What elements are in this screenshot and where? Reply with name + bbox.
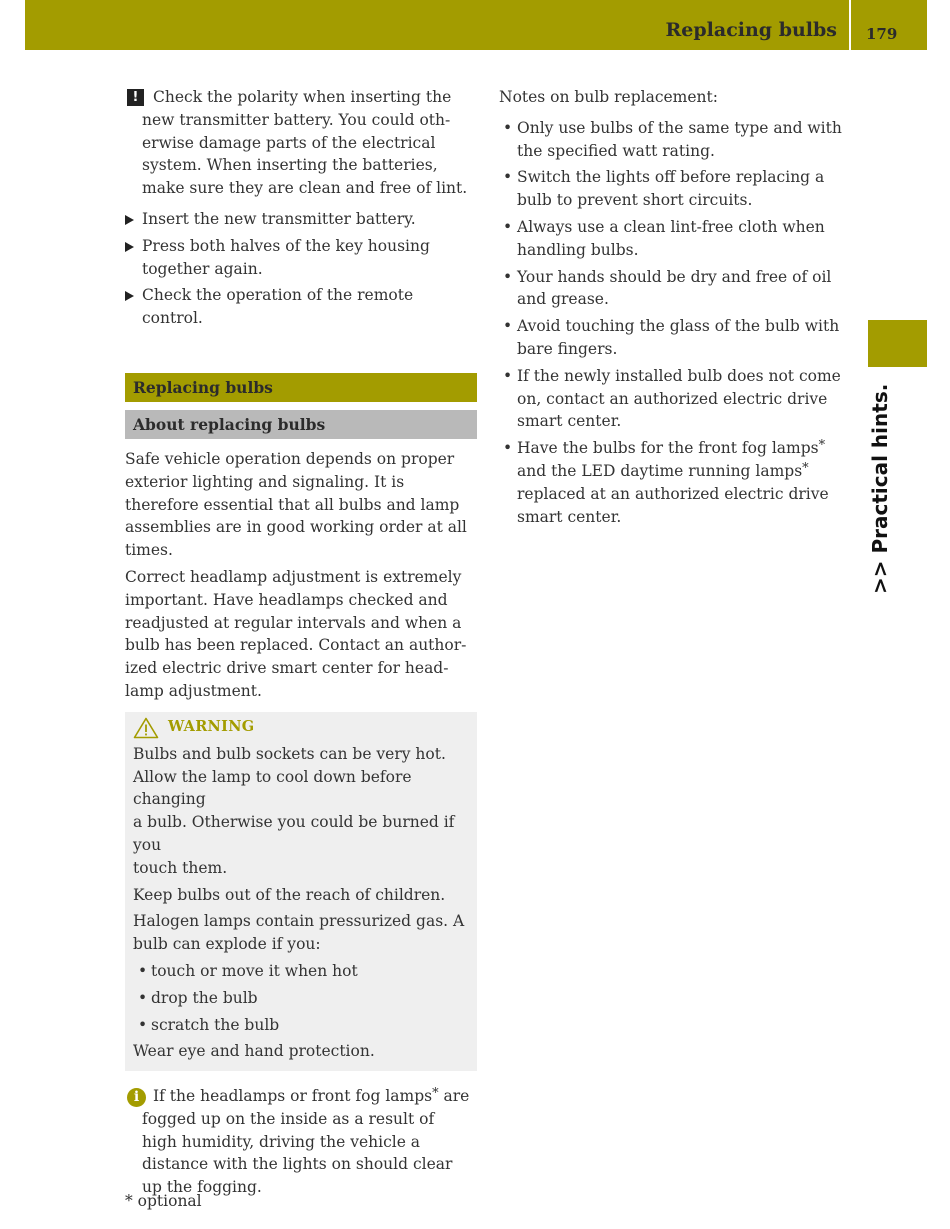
paragraph-line: exterior lighting and signaling. It is	[125, 472, 405, 491]
caution-line: system. When inserting the batteries,	[142, 156, 438, 175]
info-line-text: are	[438, 1087, 470, 1106]
warning-bullet: • drop the bulb	[133, 987, 469, 1010]
section-heading: Replacing bulbs	[125, 373, 477, 402]
step-list	[125, 208, 477, 330]
body-paragraph	[125, 448, 477, 562]
warning-title: WARNING	[168, 718, 255, 736]
note-item	[499, 365, 854, 433]
optional-asterisk: *	[818, 438, 826, 454]
note-line: • Always use a clean lint-free cloth when	[517, 217, 825, 236]
note-line: • If the newly installed bulb does not come	[517, 366, 841, 385]
note-line: smart center.	[517, 412, 622, 431]
note-line: replaced at an authorized electric drive	[517, 484, 829, 503]
warning-paragraph	[133, 910, 469, 956]
note-line	[517, 460, 854, 483]
step-item	[125, 235, 477, 281]
paragraph-line: times.	[125, 541, 173, 560]
subsection-heading: About replacing bulbs	[125, 410, 477, 439]
paragraph-line: assemblies are in good working order at all	[125, 518, 467, 537]
note-line: • Your hands should be dry and free of oil	[517, 267, 832, 286]
note-item	[499, 437, 854, 528]
warning-line: Halogen lamps contain pressurized gas. A	[133, 912, 465, 931]
info-line: distance with the lights on should clear	[142, 1155, 453, 1174]
warning-bullet: • scratch the bulb	[133, 1014, 469, 1037]
warning-line: Keep bulbs out of the reach of children.	[133, 885, 446, 904]
note-line: bare fingers.	[517, 339, 618, 358]
left-column	[125, 86, 477, 1199]
step-item	[125, 284, 477, 330]
footnote: * optional	[125, 1192, 202, 1210]
warning-closing: Wear eye and hand protection.	[133, 1042, 375, 1061]
warning-line: Bulbs and bulb sockets can be very hot.	[133, 744, 446, 763]
warning-box	[125, 712, 477, 1071]
info-line	[142, 1085, 477, 1108]
warning-triangle-icon	[133, 717, 159, 739]
note-line	[517, 437, 854, 460]
note-line: smart center.	[517, 507, 622, 526]
note-line: and grease.	[517, 290, 609, 309]
note-line: on, contact an authorized electric drive	[517, 389, 828, 408]
body-paragraph	[125, 566, 477, 703]
page-number: 179	[866, 25, 898, 43]
note-line-text: and the LED daytime running lamps	[517, 461, 803, 480]
warning-line: bulb can explode if you:	[133, 935, 321, 954]
chapter-tab-label: >> Practical hints.	[868, 383, 892, 594]
info-line: up the fogging.	[142, 1178, 262, 1197]
warning-line: Allow the lamp to cool down before changing	[133, 767, 412, 809]
step-line: Insert the new transmitter battery.	[142, 209, 416, 228]
note-item	[499, 216, 854, 262]
chapter-tab-marker	[868, 320, 927, 367]
step-item	[125, 208, 477, 231]
header-title: Replacing bulbs	[665, 19, 837, 41]
note-item	[499, 266, 854, 312]
note-line: • Switch the lights off before replacing a	[517, 168, 825, 187]
caution-line: erwise damage parts of the electrical	[142, 133, 436, 152]
step-line: control.	[142, 309, 203, 328]
warning-line: touch them.	[133, 858, 228, 877]
step-arrow-icon	[125, 242, 134, 252]
notes-intro: Notes on bulb replacement:	[499, 88, 718, 106]
note-line: • Avoid touching the glass of the bulb with	[517, 317, 840, 336]
note-line: bulb to prevent short circuits.	[517, 191, 753, 210]
header-divider	[849, 0, 851, 50]
caution-line: make sure they are clean and free of lint.	[142, 179, 468, 198]
step-line: Press both halves of the key housing	[142, 236, 430, 255]
note-line: handling bulbs.	[517, 240, 639, 259]
warning-header	[133, 717, 469, 739]
notes-list	[499, 117, 854, 529]
paragraph-line: Safe vehicle operation depends on proper	[125, 449, 455, 468]
note-line: the specified watt rating.	[517, 141, 715, 160]
info-line: fogged up on the inside as a result of	[142, 1109, 435, 1128]
optional-asterisk: *	[802, 460, 809, 476]
paragraph-line: important. Have headlamps checked and	[125, 590, 448, 609]
warning-bullet-list	[133, 960, 469, 1036]
paragraph-line: readjusted at regular intervals and when a	[125, 613, 462, 632]
warning-paragraph	[133, 743, 469, 880]
info-line: high humidity, driving the vehicle a	[142, 1132, 421, 1151]
paragraph-line: Correct headlamp adjustment is extremely	[125, 567, 462, 586]
caution-line: Check the polarity when inserting the	[153, 88, 452, 106]
warning-line: a bulb. Otherwise you could be burned if you	[133, 813, 455, 854]
paragraph-line: lamp adjustment.	[125, 681, 262, 700]
warning-bullet: • touch or move it when hot	[133, 960, 469, 983]
warning-paragraph	[133, 884, 469, 907]
paragraph-line: bulb has been replaced. Contact an author-	[125, 636, 467, 655]
step-line: Check the operation of the remote	[142, 286, 414, 305]
note-item	[499, 166, 854, 212]
paragraph-line: therefore essential that all bulbs and lamp	[125, 495, 460, 514]
note-line-text: Have the bulbs for the front fog lamps	[517, 439, 819, 458]
note-line: • Only use bulbs of the same type and with	[517, 118, 842, 137]
caution-note	[125, 86, 477, 200]
exclamation-icon: !	[127, 89, 144, 106]
info-note	[125, 1085, 477, 1199]
step-arrow-icon	[125, 215, 134, 225]
note-item	[499, 117, 854, 163]
optional-asterisk: *	[432, 1086, 439, 1102]
paragraph-line: ized electric drive smart center for head-	[125, 659, 449, 678]
info-icon: i	[127, 1088, 146, 1107]
right-column	[499, 86, 854, 532]
caution-line: new transmitter battery. You could oth-	[142, 110, 451, 129]
step-arrow-icon	[125, 291, 134, 301]
note-item	[499, 315, 854, 361]
step-line: together again.	[142, 259, 263, 278]
info-line-text: If the headlamps or front fog lamps	[153, 1087, 433, 1106]
